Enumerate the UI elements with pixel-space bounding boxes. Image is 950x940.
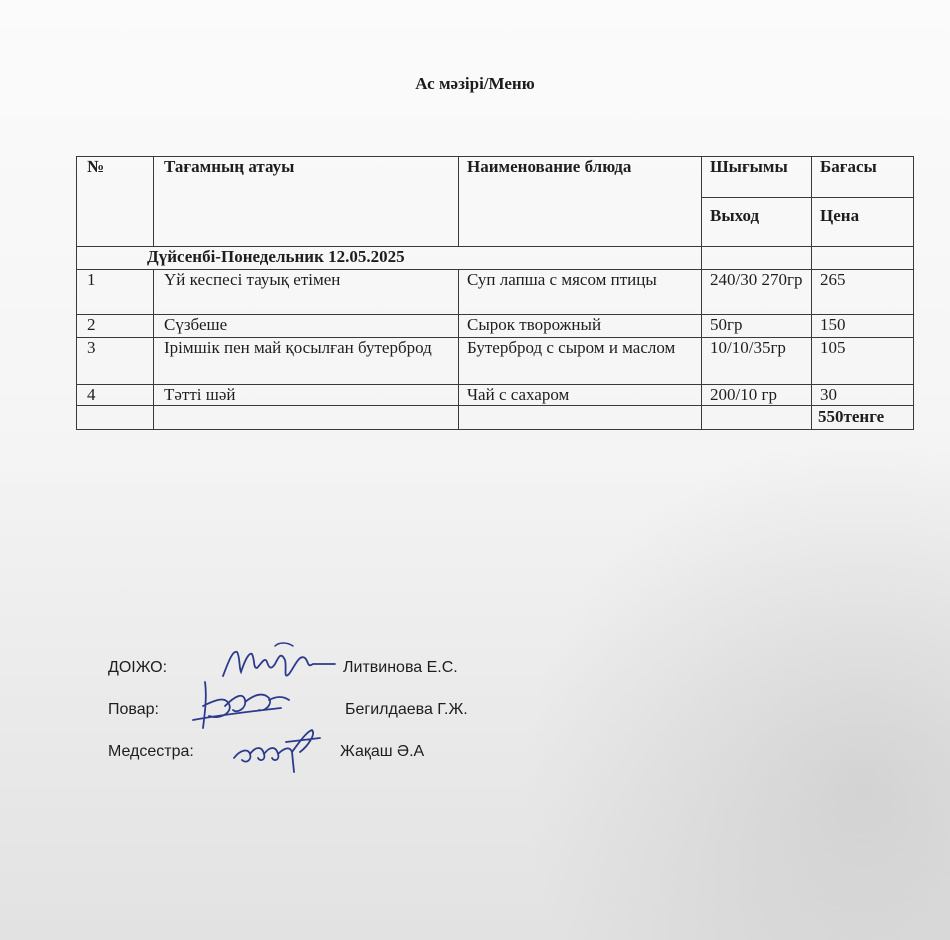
header-dish-name-kz: Тағамның атауы	[154, 157, 459, 247]
total-empty-cell	[154, 406, 459, 430]
day-label: Дүйсенбі-Понедельник 12.05.2025	[77, 247, 702, 270]
header-price-ru: Цена	[812, 198, 914, 247]
page-title: Ас мәзірі/Меню	[415, 74, 535, 93]
row-number: 2	[77, 315, 154, 338]
row-output: 50гр	[702, 315, 812, 338]
header-dish-name-ru: Наименование блюда	[459, 157, 702, 247]
row-output: 240/30 270гр	[702, 270, 812, 315]
row-output: 200/10 гр	[702, 385, 812, 406]
row-number: 4	[77, 385, 154, 406]
table-header-row	[77, 157, 914, 198]
row-dish-name-kz: Үй кеспесі тауық етімен	[154, 270, 459, 315]
paper-shadow	[520, 430, 950, 940]
day-row	[77, 247, 914, 270]
table-row	[77, 385, 914, 406]
signature-role-cook: Повар:	[108, 701, 159, 718]
day-empty-cell	[812, 247, 914, 270]
total-empty-cell	[459, 406, 702, 430]
row-dish-name-ru: Бутерброд с сыром и маслом	[459, 338, 702, 385]
row-number: 3	[77, 338, 154, 385]
row-dish-name-ru: Чай с сахаром	[459, 385, 702, 406]
header-output-ru: Выход	[702, 198, 812, 247]
header-price-kz: Бағасы	[812, 157, 914, 198]
row-output: 10/10/35гр	[702, 338, 812, 385]
row-number: 1	[77, 270, 154, 315]
row-dish-name-kz: Сүзбеше	[154, 315, 459, 338]
menu-table	[76, 156, 914, 430]
total-row	[77, 406, 914, 430]
total-empty-cell	[702, 406, 812, 430]
row-price: 150	[812, 315, 914, 338]
table-row	[77, 270, 914, 315]
signature-name-cook: Бегилдаева Г.Ж.	[345, 701, 468, 718]
signature-role-director: ДОІЖО:	[108, 659, 168, 676]
signature-name-nurse: Жақаш Ә.А	[340, 743, 425, 760]
table-row	[77, 338, 914, 385]
row-dish-name-kz: Тәтті шәй	[154, 385, 459, 406]
row-dish-name-ru: Суп лапша с мясом птицы	[459, 270, 702, 315]
row-price: 265	[812, 270, 914, 315]
table-row	[77, 315, 914, 338]
total-empty-cell	[77, 406, 154, 430]
header-output-kz: Шығымы	[702, 157, 812, 198]
row-dish-name-ru: Сырок творожный	[459, 315, 702, 338]
row-dish-name-kz: Ірімшік пен май қосылған бутерброд	[154, 338, 459, 385]
signature-name-director: Литвинова Е.С.	[343, 659, 458, 676]
signature-role-nurse: Медсестра:	[108, 743, 194, 760]
signature-scribble-nurse	[228, 724, 328, 776]
header-number: №	[77, 157, 154, 247]
row-price: 30	[812, 385, 914, 406]
day-empty-cell	[702, 247, 812, 270]
row-price: 105	[812, 338, 914, 385]
total-price: 550тенге	[812, 406, 914, 430]
